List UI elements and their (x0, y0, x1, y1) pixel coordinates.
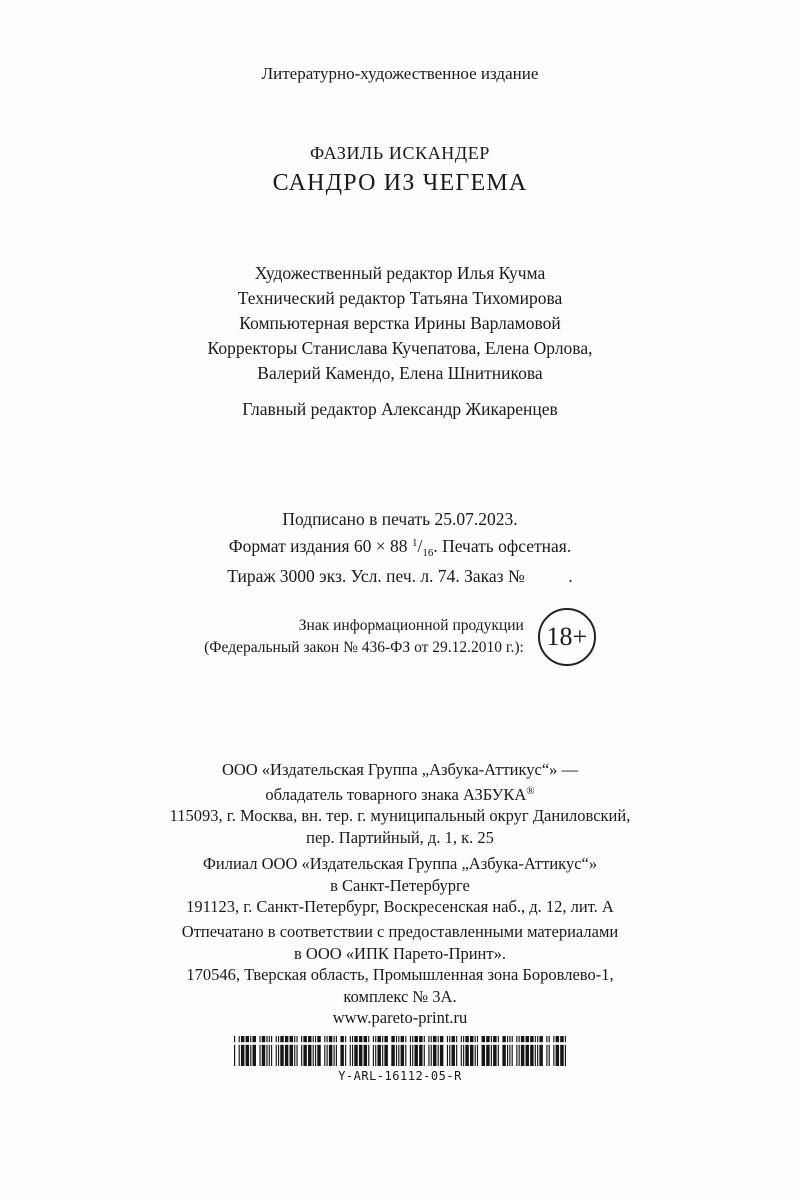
format-fraction-slash: / (417, 535, 423, 556)
format-fraction-denominator: 16 (422, 546, 434, 559)
printer-website: www.pareto-print.ru (332, 1008, 468, 1027)
credit-line-tech-editor: Технический редактор Татьяна Тихомирова (237, 288, 563, 308)
edition-type-line: Литературно-художественное издание (261, 64, 539, 83)
barcode-label: Y-ARL-16112-05-R (338, 1069, 462, 1083)
format-text: Формат издания 60 × 88 (228, 535, 412, 556)
format-fraction-numerator: 1 (411, 536, 418, 549)
printer-address-line1: 170546, Тверская область, Промышленная зона Боровлево-1, (186, 965, 614, 984)
age-mark-caption-line1: Знак информационной продукции (298, 617, 524, 634)
publisher-address-line1: 115093, г. Москва, вн. тер. г. муниципальный округ Даниловский, (169, 806, 631, 825)
age-mark-caption-line2: (Федеральный закон № 436-ФЗ от 29.12.2010 г.): (204, 639, 524, 656)
tirazh-line: Тираж 3000 экз. Усл. печ. л. 74. Заказ № . (227, 566, 573, 586)
trademark-line (0, 781, 800, 806)
trademark-text: обладатель товарного знака АЗБУКА (265, 784, 527, 804)
branch-address-line: 191123, г. Санкт-Петербург, Воскресенская наб., д. 12, лит. А (186, 897, 614, 916)
age-mark-caption (204, 615, 524, 659)
branch-name-line: Филиал ООО «Издательская Группа „Азбука-Аттикус“» (202, 854, 598, 873)
publisher-name-line: ООО «Издательская Группа „Азбука-Аттикус“» — (221, 760, 579, 779)
book-title: САНДРО ИЗ ЧЕГЕМА (272, 170, 528, 196)
branch-address-block (0, 853, 800, 918)
publisher-address-block (0, 759, 800, 848)
credit-line-proofreaders-2: Валерий Камендо, Елена Шнитникова (257, 363, 543, 383)
barcode-block (0, 1036, 800, 1083)
chief-editor-line: Главный редактор Александр Жикаренцев (242, 399, 558, 419)
credit-line-layout: Компьютерная верстка Ирины Варламовой (239, 313, 561, 333)
branch-city-line: в Санкт-Петербурге (330, 875, 470, 895)
age-mark-row (0, 608, 800, 666)
printer-address-line2: комплекс № 3А. (343, 986, 457, 1006)
printed-at-line1: Отпечатано в соответствии с предоставленными материалами (181, 922, 619, 941)
signed-to-print-line: Подписано в печать 25.07.2023. (282, 509, 518, 529)
barcode-image (234, 1036, 566, 1066)
credit-line-art-editor: Художественный редактор Илья Кучма (254, 263, 546, 283)
print-info-block (0, 508, 800, 589)
format-line (0, 532, 800, 566)
printed-at-line2: в ООО «ИПК Парето-Принт». (294, 943, 506, 963)
age-badge-18plus: 18+ (538, 608, 596, 666)
credit-line-proofreaders-1: Корректоры Станислава Кучепатова, Елена Орлова, (207, 338, 593, 358)
book-author: ФАЗИЛЬ ИСКАНДЕР (310, 143, 490, 163)
publisher-address-line2: пер. Партийный, д. 1, к. 25 (306, 827, 494, 847)
credits-block (0, 261, 800, 386)
printing-house-block (0, 921, 800, 1029)
format-suffix-text: . Печать офсетная. (433, 535, 572, 556)
registered-trademark-sign: ® (526, 784, 535, 797)
